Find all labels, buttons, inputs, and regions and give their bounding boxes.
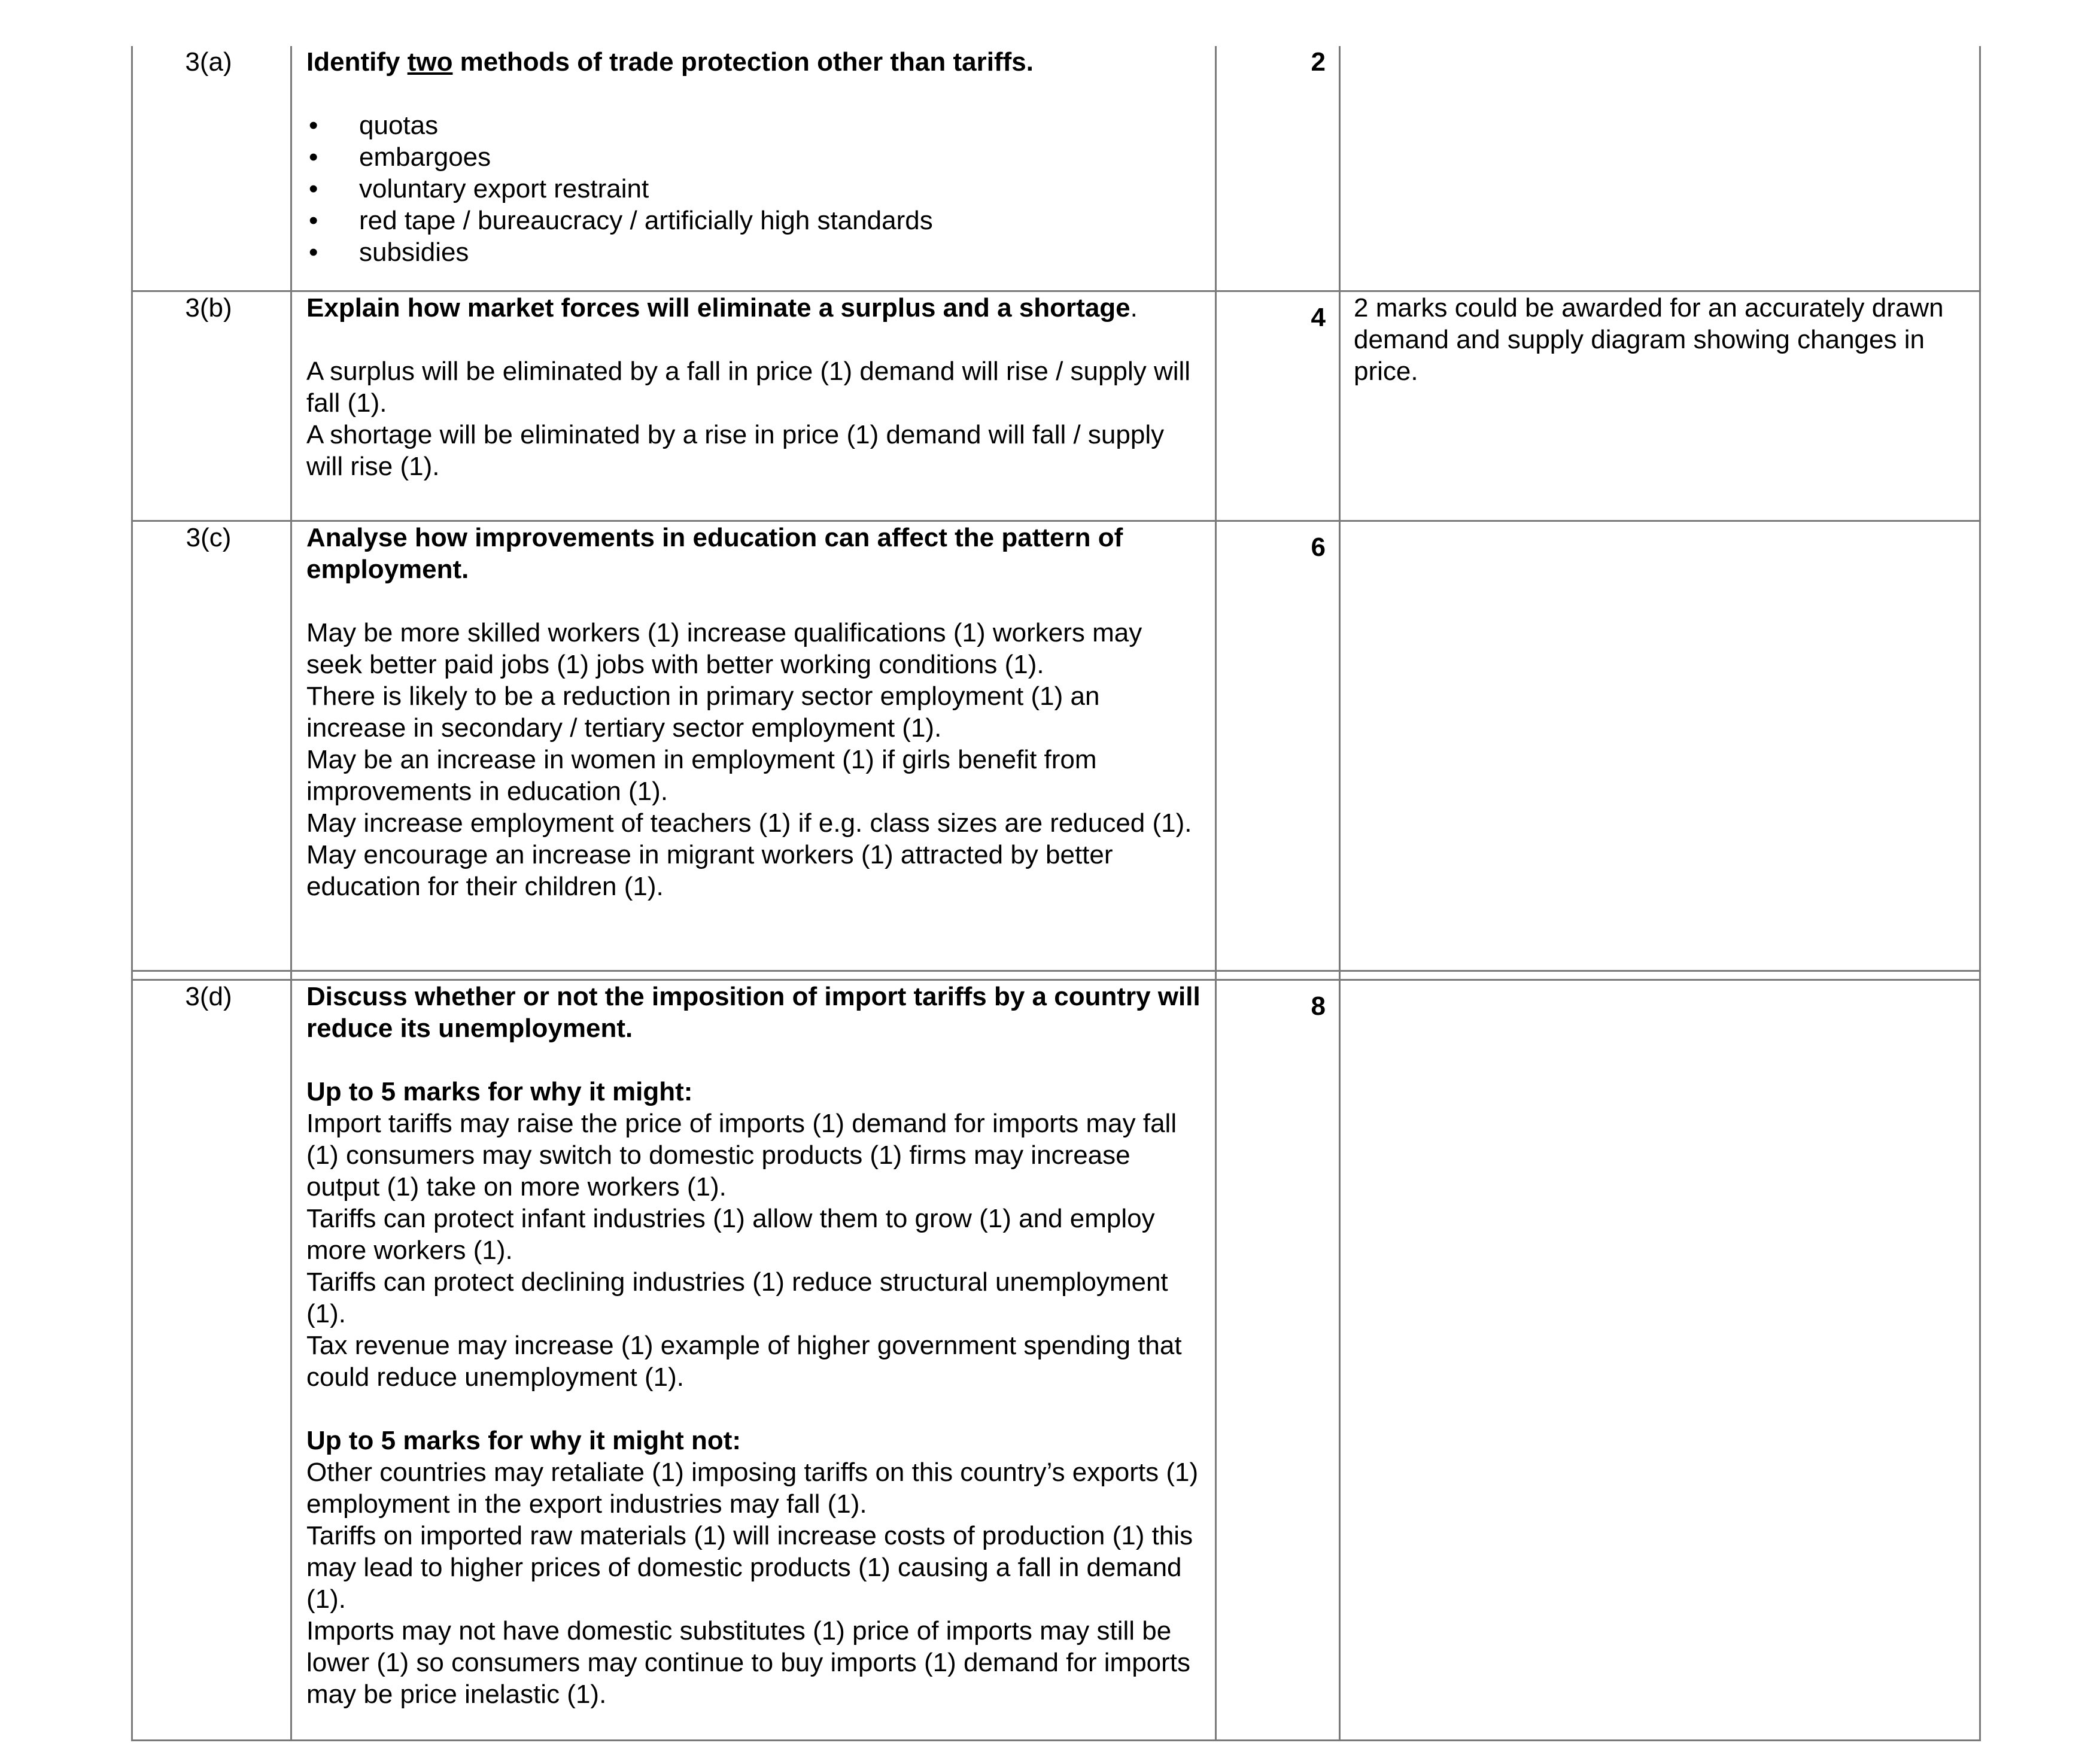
table-row-3c: [132, 521, 1980, 971]
question-prompt: Discuss whether or not the imposition of import tariffs by a country will reduce its unemployment.: [306, 982, 1201, 1043]
answer-cell: [291, 46, 1216, 291]
prompt-text: Explain how market forces will eliminate a surplus and a shortage: [306, 293, 1130, 323]
list-item: • embargoes: [306, 141, 1202, 173]
question-number: 3(b): [185, 293, 232, 323]
marks-cell: 4: [1216, 291, 1340, 521]
answer-line: Tariffs can protect infant industries (1) allow them to grow (1) and employ more workers (1).: [306, 1204, 1155, 1265]
question-prompt: Analyse how improvements in education can affect the pattern of employment.: [306, 523, 1123, 584]
question-number-cell: [132, 291, 291, 521]
answer-bullet-list: [306, 110, 1202, 268]
table-row-3d: [132, 980, 1980, 1741]
question-prompt: [306, 46, 1202, 78]
answer-line: Tax revenue may increase (1) example of higher government spending that could reduce unemployment (1).: [306, 1331, 1182, 1392]
prompt-full-stop: .: [1130, 293, 1138, 323]
question-number: 3(a): [185, 47, 232, 77]
prompt-text-end: methods of trade protection other than tariffs.: [452, 47, 1034, 77]
answer-cell: [291, 980, 1216, 1741]
question-number-cell: [132, 521, 291, 971]
separator-cell: [1216, 971, 1340, 980]
guidance-cell: 2 marks could be awarded for an accurately drawn demand and supply diagram showing changes in price.: [1340, 291, 1980, 521]
answer-line: Import tariffs may raise the price of imports (1) demand for imports may fall (1) consumers may switch to domestic products (1) firms may increase output (1) take on more workers (1).: [306, 1109, 1177, 1202]
answer-line: May encourage an increase in migrant workers (1) attracted by better education for their children (1).: [306, 840, 1113, 901]
question-number-cell: [132, 46, 291, 291]
guidance-cell: [1340, 980, 1980, 1741]
prompt-text-start: Identify: [306, 47, 408, 77]
table-row-3a: [132, 46, 1980, 291]
marks-cell: 2: [1216, 46, 1340, 291]
question-number: 3(c): [186, 523, 232, 552]
answer-cell: [291, 291, 1216, 521]
section-heading-might: Up to 5 marks for why it might:: [306, 1077, 693, 1106]
answer-line: Tariffs on imported raw materials (1) will increase costs of production (1) this may lead to higher prices of domestic products (1) causing a fall in demand (1).: [306, 1521, 1193, 1614]
list-item: • subsidies: [306, 236, 1202, 268]
marks-cell: 6: [1216, 521, 1340, 971]
answer-line: May be an increase in women in employment (1) if girls benefit from improvements in education (1).: [306, 745, 1097, 806]
list-item: • voluntary export restraint: [306, 173, 1202, 205]
separator-cell: [291, 971, 1216, 980]
separator-cell: [132, 971, 291, 980]
answer-line: May increase employment of teachers (1) if e.g. class sizes are reduced (1).: [306, 808, 1192, 838]
prompt-underlined-word: two: [407, 47, 453, 77]
answer-line: A shortage will be eliminated by a rise in price (1) demand will fall / supply will rise (1).: [306, 420, 1165, 481]
marks-cell: 8: [1216, 980, 1340, 1741]
answer-line: Imports may not have domestic substitutes (1) price of imports may still be lower (1) so consumers may continue to buy imports (1) demand for imports may be price inelastic (1).: [306, 1616, 1191, 1709]
separator-cell: [1340, 971, 1980, 980]
mark-scheme-page: [131, 46, 1979, 1741]
question-number-cell: [132, 980, 291, 1741]
question-number: 3(d): [185, 982, 232, 1011]
question-prompt: [306, 292, 1202, 324]
answer-line: Other countries may retaliate (1) imposing tariffs on this country’s exports (1) employment in the export industries may fall (1).: [306, 1458, 1199, 1519]
guidance-cell: [1340, 46, 1980, 291]
table-separator-row: [132, 971, 1980, 980]
guidance-cell: [1340, 521, 1980, 971]
section-heading-might-not: Up to 5 marks for why it might not:: [306, 1426, 741, 1455]
answer-line: A surplus will be eliminated by a fall in price (1) demand will rise / supply will fall (1).: [306, 357, 1191, 418]
answer-line: Tariffs can protect declining industries (1) reduce structural unemployment (1).: [306, 1267, 1168, 1328]
answer-line: There is likely to be a reduction in primary sector employment (1) an increase in secondary / tertiary sector employment (1).: [306, 682, 1100, 743]
table-row-3b: [132, 291, 1980, 521]
answer-line: May be more skilled workers (1) increase qualifications (1) workers may seek better paid jobs (1) jobs with better working conditions (1).: [306, 618, 1142, 679]
list-item: • red tape / bureaucracy / artificially high standards: [306, 205, 1202, 236]
answer-cell: [291, 521, 1216, 971]
list-item: • quotas: [306, 110, 1202, 141]
mark-scheme-table: [131, 46, 1981, 1741]
